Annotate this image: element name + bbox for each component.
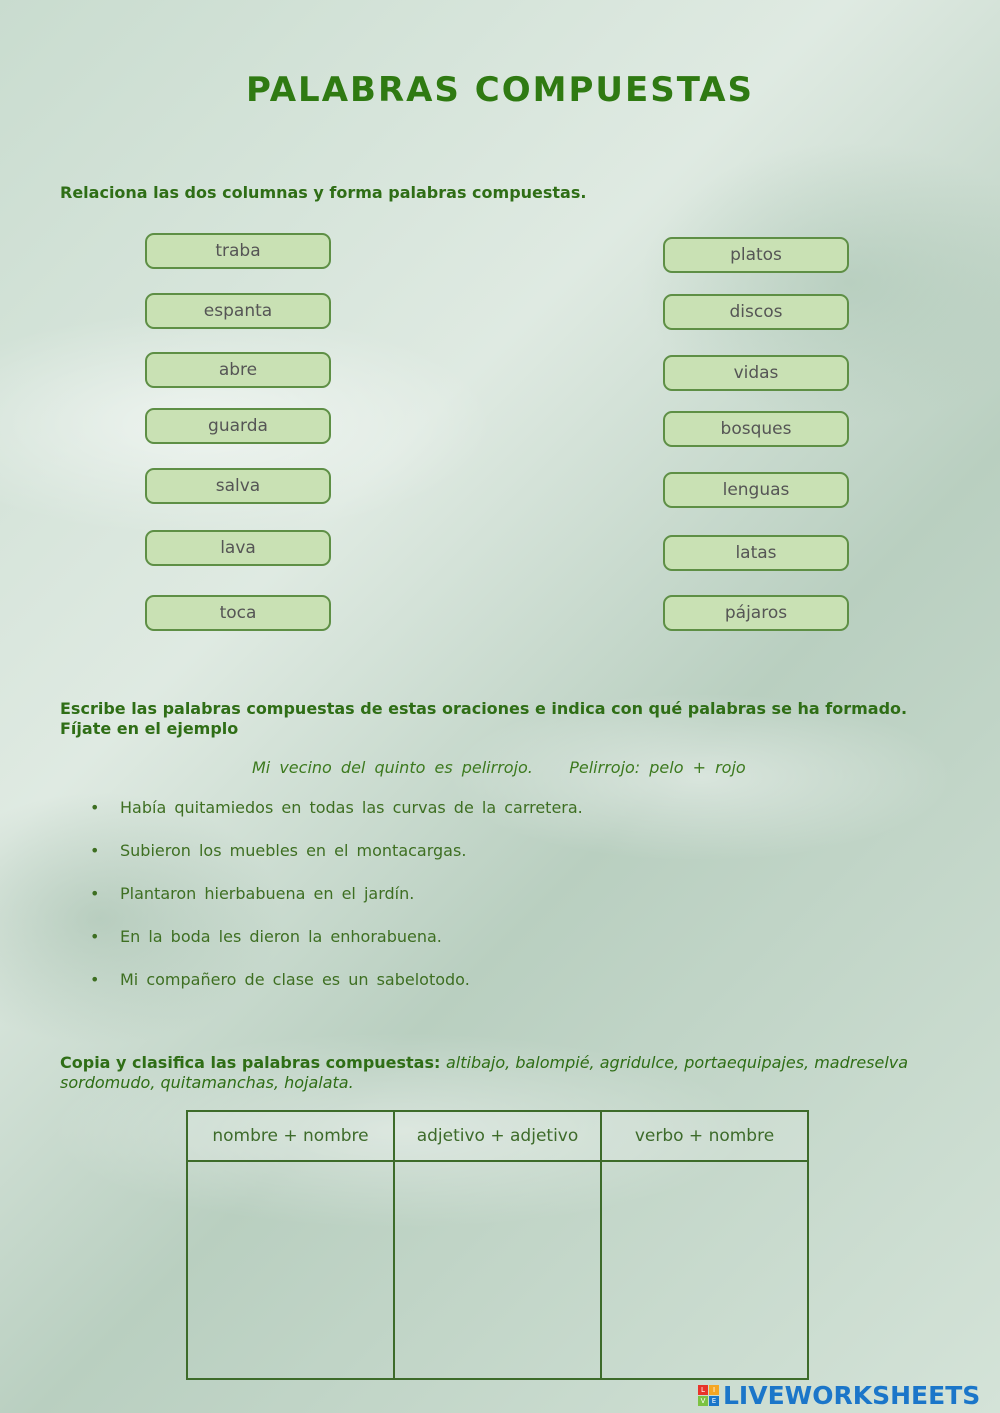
right-word-box[interactable]: bosques xyxy=(663,411,849,447)
logo-square: I xyxy=(709,1385,719,1395)
right-word-box[interactable]: platos xyxy=(663,237,849,273)
sentence-text: Había quitamiedos en todas las curvas de la carretera. xyxy=(120,798,583,817)
header-adjetivo-adjetivo: adjetivo + adjetivo xyxy=(394,1111,601,1161)
list-item xyxy=(90,798,583,841)
example-line xyxy=(252,758,746,777)
table-header-row xyxy=(187,1111,808,1161)
left-word-box[interactable]: traba xyxy=(145,233,331,269)
table-row xyxy=(187,1161,808,1379)
header-nombre-nombre: nombre + nombre xyxy=(187,1111,394,1161)
left-word-box[interactable]: salva xyxy=(145,468,331,504)
bullet-icon: • xyxy=(90,841,100,860)
right-word-box[interactable]: latas xyxy=(663,535,849,571)
bullet-icon: • xyxy=(90,884,100,903)
bullet-icon: • xyxy=(90,970,100,989)
answer-cell-verbo-nombre[interactable] xyxy=(601,1161,808,1379)
sentence-text: Plantaron hierbabuena en el jardín. xyxy=(120,884,415,903)
section3-instruction-bold: Copia y clasifica las palabras compuestas: xyxy=(60,1053,441,1072)
list-item xyxy=(90,927,583,970)
list-item xyxy=(90,970,583,1013)
list-item xyxy=(90,841,583,884)
answer-cell-adjetivo-adjetivo[interactable] xyxy=(394,1161,601,1379)
answer-cell-nombre-nombre[interactable] xyxy=(187,1161,394,1379)
right-word-box[interactable]: lenguas xyxy=(663,472,849,508)
section2-instruction: Escribe las palabras compuestas de estas oraciones e indica con qué palabras se ha formado. Fíjate en el ejemplo xyxy=(60,699,908,738)
logo-mark-icon xyxy=(698,1385,719,1406)
left-word-box[interactable]: toca xyxy=(145,595,331,631)
logo-square: E xyxy=(709,1396,719,1406)
section3-instruction xyxy=(60,1053,945,1093)
sentence-text: En la boda les dieron la enhorabuena. xyxy=(120,927,442,946)
left-word-box[interactable]: lava xyxy=(145,530,331,566)
example-answer: Pelirrojo: pelo + rojo xyxy=(569,758,746,777)
logo-square: V xyxy=(698,1396,708,1406)
bullet-icon: • xyxy=(90,927,100,946)
header-verbo-nombre: verbo + nombre xyxy=(601,1111,808,1161)
bullet-icon: • xyxy=(90,798,100,817)
right-word-box[interactable]: pájaros xyxy=(663,595,849,631)
sentence-text: Mi compañero de clase es un sabelotodo. xyxy=(120,970,470,989)
left-word-box[interactable]: guarda xyxy=(145,408,331,444)
page-title: PALABRAS COMPUESTAS xyxy=(245,70,755,110)
left-word-box[interactable]: espanta xyxy=(145,293,331,329)
section3-word-list: altibajo, balompié, agridulce, portaequipajes, madreselva sordomudo, quitamanchas, hojalata. xyxy=(60,1053,909,1092)
list-item xyxy=(90,884,583,927)
classification-table xyxy=(186,1110,809,1380)
section1-instruction: Relaciona las dos columnas y forma palabras compuestas. xyxy=(60,183,587,202)
liveworksheets-logo xyxy=(698,1380,980,1410)
logo-text: LIVEWORKSHEETS xyxy=(723,1380,981,1410)
example-sentence: Mi vecino del quinto es pelirrojo. xyxy=(252,758,533,777)
sentence-list xyxy=(90,798,583,1013)
sentence-text: Subieron los muebles en el montacargas. xyxy=(120,841,467,860)
logo-square: L xyxy=(698,1385,708,1395)
left-word-box[interactable]: abre xyxy=(145,352,331,388)
right-word-box[interactable]: vidas xyxy=(663,355,849,391)
right-word-box[interactable]: discos xyxy=(663,294,849,330)
